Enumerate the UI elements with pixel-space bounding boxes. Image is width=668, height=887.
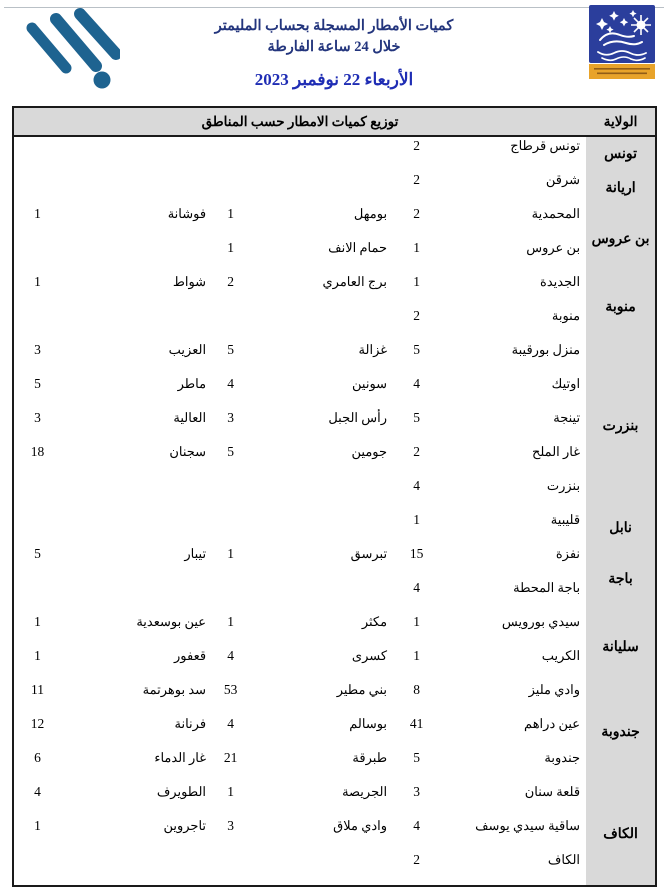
value-cell: 1 bbox=[34, 648, 41, 663]
place-cell bbox=[61, 136, 212, 171]
value-cell: 4 bbox=[413, 376, 420, 391]
wilaya-cell: الكاف bbox=[586, 783, 656, 886]
value-cell: 3 bbox=[34, 342, 41, 357]
table-row bbox=[13, 239, 656, 273]
place-cell: قلعة سنان bbox=[524, 784, 581, 799]
title-block bbox=[164, 16, 504, 90]
place-cell: غار الدماء bbox=[154, 750, 207, 765]
table-row bbox=[13, 136, 656, 171]
value-cell: 1 bbox=[34, 614, 41, 629]
place-cell bbox=[61, 239, 212, 273]
place-cell: وادي ملاق bbox=[333, 818, 388, 833]
table-row bbox=[13, 613, 656, 647]
place-cell: الجديدة bbox=[540, 274, 581, 289]
wilaya-cell: بن عروس bbox=[586, 205, 656, 273]
value-cell: 2 bbox=[227, 274, 234, 289]
value-cell bbox=[13, 579, 61, 613]
value-cell: 2 bbox=[413, 444, 420, 459]
value-cell: 1 bbox=[413, 648, 420, 663]
value-cell: 4 bbox=[413, 818, 420, 833]
place-cell: تبرسق bbox=[350, 546, 388, 561]
place-cell: منوبة bbox=[551, 308, 581, 323]
value-cell bbox=[13, 851, 61, 886]
wilaya-column-header: الولاية bbox=[586, 107, 656, 136]
value-cell: 18 bbox=[30, 444, 45, 459]
logo-dot bbox=[94, 72, 111, 89]
place-cell: سجنان bbox=[169, 444, 207, 459]
value-cell: 6 bbox=[34, 750, 41, 765]
place-cell: ماطر bbox=[177, 376, 207, 391]
value-cell bbox=[212, 477, 249, 511]
value-cell: 1 bbox=[227, 614, 234, 629]
place-cell: طبرقة bbox=[352, 750, 388, 765]
value-cell: 4 bbox=[227, 716, 234, 731]
place-cell: نفزة bbox=[555, 546, 581, 561]
value-cell: 5 bbox=[413, 750, 420, 765]
table-row bbox=[13, 511, 656, 545]
value-cell bbox=[212, 579, 249, 613]
place-cell: اوتيك bbox=[551, 376, 581, 391]
place-cell: الكريب bbox=[541, 648, 581, 663]
place-cell bbox=[249, 511, 393, 545]
value-cell: 21 bbox=[223, 750, 238, 765]
bulletin-title-line1: كميات الأمطار المسجلة بحساب المليمتر bbox=[214, 18, 454, 34]
place-cell: مكثر bbox=[361, 614, 388, 629]
value-cell bbox=[13, 307, 61, 341]
value-cell: 2 bbox=[413, 172, 420, 187]
table-row bbox=[13, 409, 656, 443]
table-row bbox=[13, 307, 656, 341]
place-cell: تونس قرطاج bbox=[510, 138, 581, 153]
place-cell bbox=[61, 579, 212, 613]
value-cell bbox=[13, 239, 61, 273]
value-cell bbox=[212, 171, 249, 205]
value-cell bbox=[212, 136, 249, 171]
value-cell bbox=[212, 307, 249, 341]
table-row bbox=[13, 783, 656, 817]
table-row bbox=[13, 341, 656, 375]
value-cell: 2 bbox=[413, 308, 420, 323]
place-cell: تينجة bbox=[553, 410, 581, 425]
value-cell: 2 bbox=[413, 138, 420, 153]
table-header-row bbox=[13, 107, 656, 136]
place-cell: تاجروين bbox=[163, 818, 207, 833]
value-cell bbox=[13, 511, 61, 545]
value-cell: 4 bbox=[413, 580, 420, 595]
value-cell: 5 bbox=[227, 342, 234, 357]
place-cell bbox=[249, 477, 393, 511]
value-cell: 1 bbox=[413, 274, 420, 289]
value-cell: 1 bbox=[413, 512, 420, 527]
place-cell: باجة المحطة bbox=[513, 580, 581, 595]
value-cell: 1 bbox=[413, 240, 420, 255]
place-cell bbox=[61, 171, 212, 205]
place-cell bbox=[249, 579, 393, 613]
table-row bbox=[13, 477, 656, 511]
value-cell: 4 bbox=[227, 376, 234, 391]
sun-icon bbox=[631, 15, 651, 35]
place-cell: رأس الجبل bbox=[328, 410, 388, 425]
value-cell: 1 bbox=[34, 206, 41, 221]
place-cell: العالية bbox=[173, 410, 207, 425]
place-cell bbox=[249, 136, 393, 171]
table-row bbox=[13, 851, 656, 886]
value-cell: 5 bbox=[413, 342, 420, 357]
value-cell: 41 bbox=[409, 716, 424, 731]
place-cell: تيبار bbox=[184, 546, 207, 561]
place-cell: بني مطير bbox=[336, 682, 388, 697]
wilaya-cell: اريانة bbox=[586, 171, 656, 205]
place-cell: عين دراهم bbox=[524, 716, 581, 731]
value-cell: 1 bbox=[227, 240, 234, 255]
place-cell: فرنانة bbox=[174, 716, 207, 731]
table-row bbox=[13, 273, 656, 307]
place-cell: قليبية bbox=[550, 512, 581, 527]
place-cell: العزيب bbox=[168, 342, 207, 357]
table-row bbox=[13, 715, 656, 749]
value-cell: 1 bbox=[413, 614, 420, 629]
value-cell: 8 bbox=[413, 682, 420, 697]
distribution-header: توزيع كميات الامطار حسب المناطق bbox=[13, 107, 586, 136]
place-cell: الكاف bbox=[547, 852, 581, 867]
place-cell bbox=[249, 171, 393, 205]
value-cell: 1 bbox=[227, 546, 234, 561]
place-cell: سد بوهرتمة bbox=[142, 682, 207, 697]
value-cell: 3 bbox=[227, 818, 234, 833]
bulletin-header bbox=[0, 0, 668, 106]
value-cell: 5 bbox=[34, 376, 41, 391]
value-cell: 1 bbox=[34, 818, 41, 833]
place-cell: بومهل bbox=[353, 206, 388, 221]
value-cell: 1 bbox=[34, 274, 41, 289]
rainfall-table bbox=[12, 106, 657, 887]
meteorology-institute-emblem-icon bbox=[588, 4, 656, 80]
wilaya-cell: منوبة bbox=[586, 273, 656, 341]
place-cell: قعفور bbox=[174, 648, 207, 663]
table-row bbox=[13, 443, 656, 477]
place-cell: منزل بورقيبة bbox=[511, 342, 581, 357]
place-cell: بنزرت bbox=[546, 478, 581, 493]
value-cell bbox=[13, 171, 61, 205]
table-row bbox=[13, 647, 656, 681]
emblem-gold-band bbox=[589, 64, 655, 79]
value-cell: 2 bbox=[413, 852, 420, 867]
place-cell: الجريصة bbox=[342, 784, 388, 799]
value-cell bbox=[212, 511, 249, 545]
value-cell: 53 bbox=[223, 682, 238, 697]
place-cell bbox=[249, 307, 393, 341]
value-cell: 11 bbox=[31, 682, 45, 697]
value-cell: 3 bbox=[413, 784, 420, 799]
table-row bbox=[13, 817, 656, 851]
place-cell: جندوبة bbox=[544, 750, 581, 765]
place-cell: غار الملح bbox=[531, 444, 581, 459]
value-cell: 2 bbox=[413, 206, 420, 221]
bulletin-title-line2: خلال 24 ساعة الفارطة bbox=[267, 39, 401, 56]
place-cell: برج العامري bbox=[322, 274, 388, 289]
table-row bbox=[13, 205, 656, 239]
value-cell: 5 bbox=[227, 444, 234, 459]
place-cell: ساقية سيدي يوسف bbox=[475, 818, 581, 833]
place-cell: المحمدية bbox=[531, 206, 581, 221]
wilaya-cell: بنزرت bbox=[586, 341, 656, 511]
value-cell bbox=[13, 136, 61, 171]
place-cell: غزالة bbox=[358, 342, 388, 357]
rain-table-body bbox=[13, 136, 656, 886]
value-cell: 3 bbox=[34, 410, 41, 425]
wilaya-cell: تونس bbox=[586, 136, 656, 171]
place-cell: سيدي بورويس bbox=[501, 614, 581, 629]
place-cell: حمام الانف bbox=[328, 240, 388, 255]
value-cell bbox=[212, 851, 249, 886]
wilaya-cell: نابل bbox=[586, 511, 656, 545]
place-cell: عين بوسعدية bbox=[136, 614, 207, 629]
table-row bbox=[13, 545, 656, 579]
wilaya-cell: سليانة bbox=[586, 613, 656, 681]
bulletin-date: الأربعاء 22 نوفمبر 2023 bbox=[254, 70, 414, 90]
value-cell: 1 bbox=[227, 206, 234, 221]
place-cell: فوشانة bbox=[167, 206, 207, 221]
table-row bbox=[13, 749, 656, 783]
place-cell bbox=[61, 851, 212, 886]
table-row bbox=[13, 375, 656, 409]
place-cell bbox=[61, 511, 212, 545]
value-cell: 4 bbox=[227, 648, 234, 663]
value-cell: 1 bbox=[227, 784, 234, 799]
place-cell: وادي مليز bbox=[528, 682, 581, 697]
place-cell: بن عروس bbox=[526, 240, 581, 255]
place-cell: سونين bbox=[352, 376, 388, 391]
table-row bbox=[13, 579, 656, 613]
place-cell: كسرى bbox=[351, 648, 388, 663]
wilaya-cell: جندوبة bbox=[586, 681, 656, 783]
place-cell: بوسالم bbox=[349, 716, 388, 731]
value-cell: 3 bbox=[227, 410, 234, 425]
value-cell: 5 bbox=[413, 410, 420, 425]
value-cell: 15 bbox=[409, 546, 424, 561]
place-cell bbox=[249, 851, 393, 886]
value-cell: 4 bbox=[413, 478, 420, 493]
place-cell: شرقن bbox=[545, 172, 581, 187]
table-row bbox=[13, 171, 656, 205]
place-cell: جومين bbox=[351, 444, 388, 459]
value-cell: 4 bbox=[34, 784, 41, 799]
place-cell bbox=[61, 477, 212, 511]
value-cell: 12 bbox=[30, 716, 45, 731]
value-cell: 5 bbox=[34, 546, 41, 561]
table-row bbox=[13, 681, 656, 715]
wilaya-cell: باجة bbox=[586, 545, 656, 613]
value-cell bbox=[13, 477, 61, 511]
diagonal-strokes-logo-icon bbox=[16, 6, 120, 94]
place-cell: الطويرف bbox=[156, 784, 207, 799]
place-cell bbox=[61, 307, 212, 341]
place-cell: شواط bbox=[172, 274, 207, 289]
